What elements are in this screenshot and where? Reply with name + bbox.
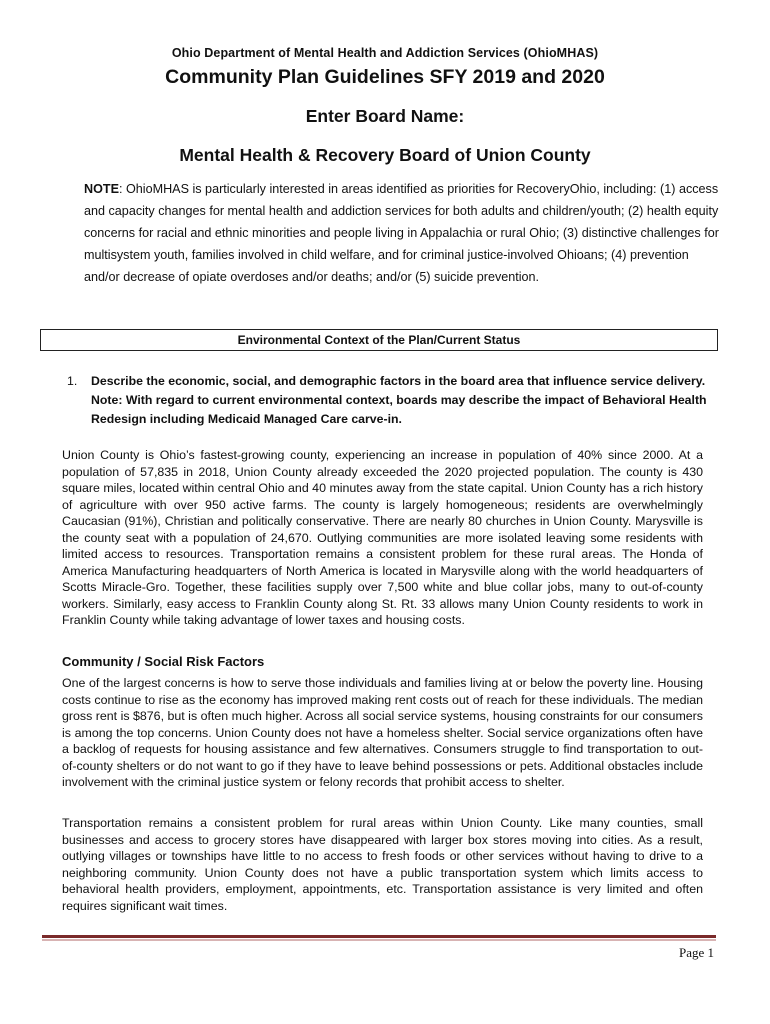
priorities-note (84, 178, 720, 288)
question-number: 1. (67, 374, 78, 388)
note-label: NOTE (84, 182, 119, 196)
footer-rule (42, 935, 716, 938)
response-paragraph-housing: One of the largest concerns is how to serve those individuals and families living at or below the poverty line. Housing costs continue to rise as the economy has improved making rent costs out of reach for these individuals. The median gross rent is $876, but is often much higher. Across all social service systems, housing constraints for our consumers is among the top concerns. Union County does not have a homeless shelter. Social service organizations often have a backlog of requests for housing assistance and few alternatives. Consumers struggle to find transportation to out-of-county shelters or do not want to go if they have to leave behind possessions or pets. Additional obstacles include involvement with the criminal justice system or felony records that prohibit access to shelter. (62, 676, 703, 789)
note-text: : OhioMHAS is particularly interested in areas identified as priorities for RecoveryOhio, including: (1) access and capacity changes for mental health and addiction services for both adults and children/youth; (2) health equity concerns for racial and ethnic minorities and people living in Appalachia or rural Ohio; (3) distinctive challenges for multisystem youth, families involved in child welfare, and for criminal justice-involved Ohioans; (4) prevention and/or decrease of opiate overdoses and/or deaths; and/or (5) suicide prevention. (84, 182, 719, 284)
response-paragraph-transportation: Transportation remains a consistent problem for rural areas within Union County. Like many counties, small businesses and access to grocery stores have disappeared with larger box stores moving into cities. As a result, outlying villages or townships have little to no access to fresh foods or other services without having to drive to a neighboring community. Union County does not have a public transportation system which limits access to behavioral health providers, employment, appointments, etc. Transportation assistance is very limited and often requires significant wait times. (62, 816, 703, 913)
question-text: Describe the economic, social, and demographic factors in the board area that influence service delivery. Note: With regard to current environmental context, boards may describe the impact of Behavioral Health Redesign including Medicaid Managed Care carve-in. (91, 374, 707, 426)
footer-rule-shadow (42, 939, 716, 941)
department-heading: Ohio Department of Mental Health and Addiction Services (OhioMHAS) (171, 46, 599, 60)
board-name-label: Enter Board Name: (305, 106, 465, 126)
response-paragraph-demographics: Union County is Ohio’s fastest-growing county, experiencing an increase in population of 40% since 2000. At a population of 57,835 in 2018, Union County already exceeded the 2020 projected population. The county is 430 square miles, located within central Ohio and 40 minutes away from the state capital. Union County has a rich history of agriculture with over 950 active farms. The county is largely homogeneous; residents are overwhelmingly Caucasian (91%), Christian and politically conservative. There are nearly 80 churches in Union County. Marysville is the county seat with a population of 24,670. Outlying communities are more isolated leaving some residents with limited access to resources. Transportation remains a consistent problem for these rural areas. The Honda of America Manufacturing headquarters of North America is located in Marysville along with the world headquarters of Scotts Miracle-Gro. Together, these facilities supply over 7,500 white and blue collar jobs, many to out-of-county workers. Similarly, easy access to Franklin County along St. Rt. 33 allows many Union County residents to work in Franklin County while taking advantage of lower taxes and housing costs. (62, 448, 703, 627)
section-header-box: Environmental Context of the Plan/Current Status (40, 329, 718, 351)
page-number: Page 1 (678, 945, 714, 960)
risk-factors-subheading: Community / Social Risk Factors (62, 654, 265, 669)
board-name: Mental Health & Recovery Board of Union County (179, 145, 591, 165)
document-title: Community Plan Guidelines SFY 2019 and 2020 (165, 66, 605, 88)
